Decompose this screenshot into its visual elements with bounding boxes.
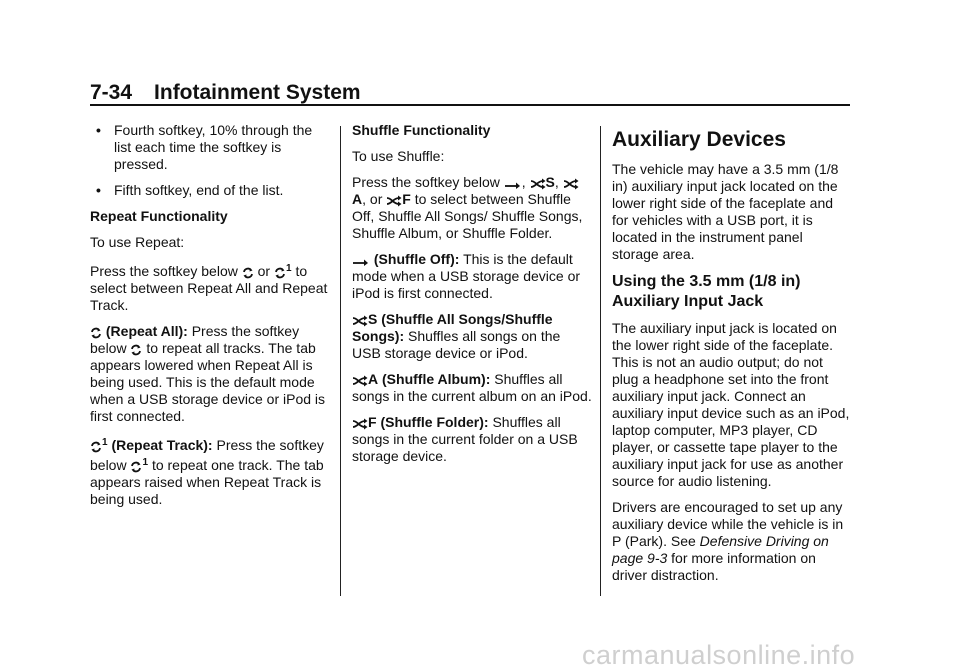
shuffle-icon: S (530, 174, 555, 190)
shuffle-icon: A (352, 371, 378, 387)
repeat-icon (130, 340, 142, 356)
repeat-heading: Repeat Functionality (90, 208, 228, 224)
shuffle-heading: Shuffle Functionality (352, 122, 491, 138)
shuffle-off-icon (504, 174, 522, 190)
header-rule (90, 104, 850, 106)
column-divider (600, 126, 601, 596)
shuffle-icon: F (352, 414, 377, 430)
aux-heading: Auxiliary Devices (612, 128, 786, 151)
column-divider (340, 126, 341, 596)
shuffle-all-paragraph: S (Shuffle All Songs/Shuffle Songs): Shuffles all songs on the USB storage device or iPod. (352, 311, 561, 361)
repeat-track-paragraph: $^1$ (Repeat Track): Press the softkey below $^1$ to repeat one track. The tab appears raised when Repeat Track is being used. (90, 437, 324, 507)
repeat-icon (242, 263, 254, 279)
shuffle-use: To use Shuffle: (352, 148, 445, 164)
column-2 (352, 122, 592, 474)
repeat-icon (90, 323, 102, 339)
page-header (90, 82, 850, 103)
page-title: Infotainment System (154, 81, 361, 104)
shuffle-album-paragraph: A (Shuffle Album): Shuffles all songs in the current album on an iPod. (352, 371, 592, 404)
repeat-use: To use Repeat: (90, 234, 185, 250)
shuffle-off-icon (352, 251, 370, 267)
bullet-icon: • (96, 182, 101, 198)
repeat-one-icon: 1 (274, 263, 292, 279)
bullet-icon: • (96, 122, 101, 138)
repeat-one-icon: 1 (90, 437, 108, 453)
column-3 (612, 122, 852, 593)
shuffle-off-paragraph: (Shuffle Off): This is the default mode when a USB storage device or iPod is first connected. (352, 251, 581, 301)
column-1 (90, 122, 330, 517)
watermark: carmanualsonline.info (582, 640, 856, 670)
repeat-instructions: Press the softkey below or $^1$ to select between Repeat All and Repeat Track. (90, 263, 328, 313)
shuffle-folder-paragraph: F (Shuffle Folder): Shuffles all songs in the current folder on a USB storage device. (352, 414, 578, 464)
drivers-paragraph: Drivers are encouraged to set up any auxiliary device while the vehicle is in P (Park). See Defensive Driving on page 9-3 for more information on driver distraction. (612, 499, 844, 583)
list-item: • Fifth softkey, end of the list. (96, 182, 284, 198)
page-number: 7-34 (90, 81, 133, 104)
repeat-one-icon: 1 (130, 457, 148, 473)
repeat-all-paragraph: (Repeat All): Press the softkey below to repeat all tracks. The tab appears lowered when Repeat All is being used. This is the default mode when a USB storage device or iPod is first connected. (90, 323, 326, 424)
list-item: • Fourth softkey, 10% through the list each time the softkey is pressed. (96, 122, 313, 172)
shuffle-icon: A (352, 174, 579, 207)
aux-paragraph: The vehicle may have a 3.5 mm (1/8 in) auxiliary input jack located on the lower right side of the faceplate and for vehicles with a USB port, it is located in the instrument panel storage area. (612, 161, 839, 262)
cross-reference-link[interactable]: Defensive Driving on page 9-3 (612, 533, 829, 566)
shuffle-instructions: Press the softkey below , S, A, or F to select between Shuffle Off, Shuffle All Songs/ Shuffle Songs, Shuffle Album, or Shuffle Folder. (352, 174, 583, 241)
jack-paragraph: The auxiliary input jack is located on the lower right side of the faceplate. This is not an audio output; do not plug a headphone set into the front auxiliary input jack. Connect an auxiliary input device such as an iPod, laptop computer, MP3 player, CD player, or cassette tape player to the auxiliary input jack for use as another source for audio listening. (612, 320, 850, 489)
shuffle-icon: F (386, 191, 411, 207)
shuffle-icon: S (352, 311, 377, 327)
jack-heading: Using the 3.5 mm (1/8 in) Auxiliary Input Jack (612, 273, 801, 310)
